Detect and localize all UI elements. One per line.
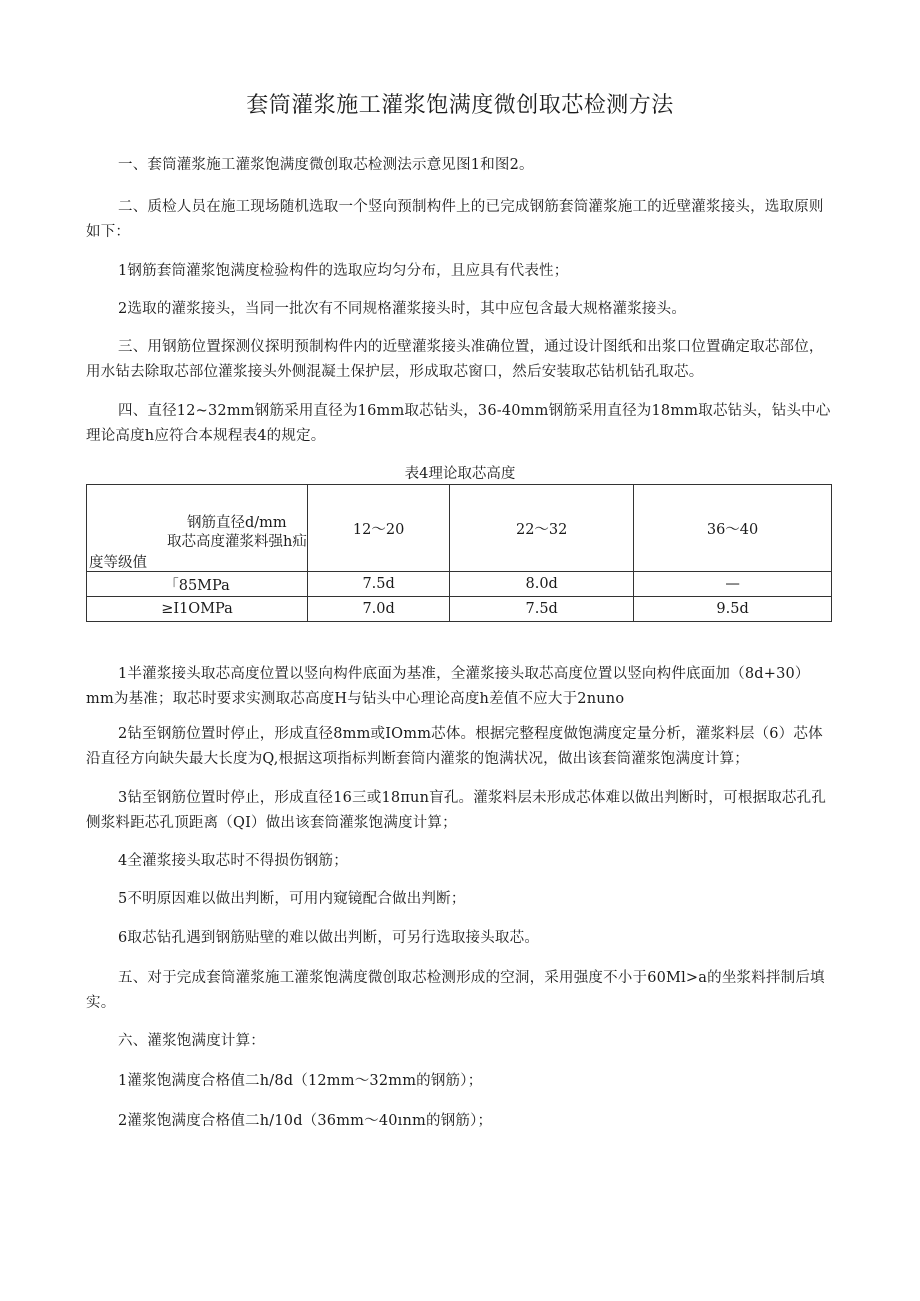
table-row <box>87 597 832 622</box>
paragraph-14: 六、灌浆饱满度计算： <box>118 1033 265 1049</box>
core-height-table <box>86 484 832 622</box>
table-header-row <box>87 485 832 572</box>
table-cell: 7.5d <box>450 597 634 622</box>
table-corner-header <box>87 485 308 572</box>
column-header: 22～32 <box>450 485 634 572</box>
table-cell: 8.0d <box>450 572 634 597</box>
table-row <box>87 572 832 597</box>
paragraph-10: 4全灌浆接头取芯时不得损伤钢筋； <box>118 853 348 869</box>
paragraph-16: 2灌浆饱满度合格值二h/10d（36mm～40ınm的钢筋）； <box>118 1113 493 1129</box>
table-cell: 7.0d <box>308 597 450 622</box>
paragraph-9: 3钻至钢筋位置时停止，形成直径16三或18πun盲孔。灌浆料层未形成芯体难以做出判断时，可根据取芯孔孔侧浆料距芯孔顶距离（QI）做出该套筒灌浆饱满度计算； <box>86 790 827 831</box>
header-diameter-label: 钢筋直径d/mm <box>187 515 287 531</box>
paragraph-11: 5不明原因难以做出判断，可用内窥镜配合做出判断； <box>118 891 466 907</box>
header-grade-label: 度等级值 <box>89 555 147 571</box>
paragraph-8: 2钻至钢筋位置时停止，形成直径8mm或IOmm芯体。根据完整程度做饱满度定量分析，灌浆料层（6）芯体沿直径方向缺失最大长度为Q,根据这项指标判断套筒内灌浆的饱满状况，做出该套筒灌浆饱满度计算； <box>86 726 823 767</box>
paragraph-15: 1灌浆饱满度合格值二h/8d（12mm～32mm的钢筋）； <box>118 1073 483 1089</box>
paragraph-13: 五、对于完成套筒灌浆施工灌浆饱满度微创取芯检测形成的空洞，采用强度不小于60Ml>a的坐浆料拌制后填实。 <box>86 970 825 1011</box>
paragraph-7: 1半灌浆接头取芯高度位置以竖向构件底面为基准，全灌浆接头取芯高度位置以竖向构件底面加（8d+30）mm为基准；取芯时要求实测取芯高度H与钻头中心理论高度h差值不应大于2nuno <box>86 666 810 707</box>
paragraph-6: 四、直径12~32mm钢筋采用直径为16mm取芯钻头，36-40mm钢筋采用直径为18mm取芯钻头，钻头中心理论高度h应符合本规程表4的规定。 <box>86 403 831 444</box>
row-label: 「85MPa <box>87 572 308 597</box>
table-cell: 9.5d <box>634 597 832 622</box>
document-title: 套筒灌浆施工灌浆饱满度微创取芯检测方法 <box>246 93 674 118</box>
table-caption: 表4理论取芯高度 <box>404 466 516 482</box>
paragraph-3: 1钢筋套筒灌浆饱满度检验构件的选取应均匀分布，且应具有代表性； <box>118 263 569 279</box>
column-header: 12～20 <box>308 485 450 572</box>
paragraph-2: 二、质检人员在施工现场随机选取一个竖向预制构件上的已完成钢筋套筒灌浆施工的近壁灌浆接头，选取原则如下： <box>86 199 824 240</box>
paragraph-4: 2选取的灌浆接头，当同一批次有不同规格灌浆接头时，其中应包含最大规格灌浆接头。 <box>118 301 687 317</box>
header-height-label: 取芯高度灌浆料强h疝 <box>167 534 307 550</box>
row-label: ≥I1OMPa <box>87 597 308 622</box>
paragraph-12: 6取芯钻孔遇到钢筋贴壁的难以做出判断，可另行选取接头取芯。 <box>118 930 540 946</box>
paragraph-1: 一、套筒灌浆施工灌浆饱满度微创取芯检测法示意见图1和图2。 <box>118 157 534 173</box>
paragraph-5: 三、用钢筋位置探测仪探明预制构件内的近壁灌浆接头准确位置，通过设计图纸和出浆口位置确定取芯部位，用水钻去除取芯部位灌浆接头外侧混凝土保护层，形成取芯窗口，然后安装取芯钻机钻孔取芯。 <box>86 339 824 380</box>
column-header: 36～40 <box>634 485 832 572</box>
table-cell: 7.5d <box>308 572 450 597</box>
table-cell: — <box>634 572 832 597</box>
